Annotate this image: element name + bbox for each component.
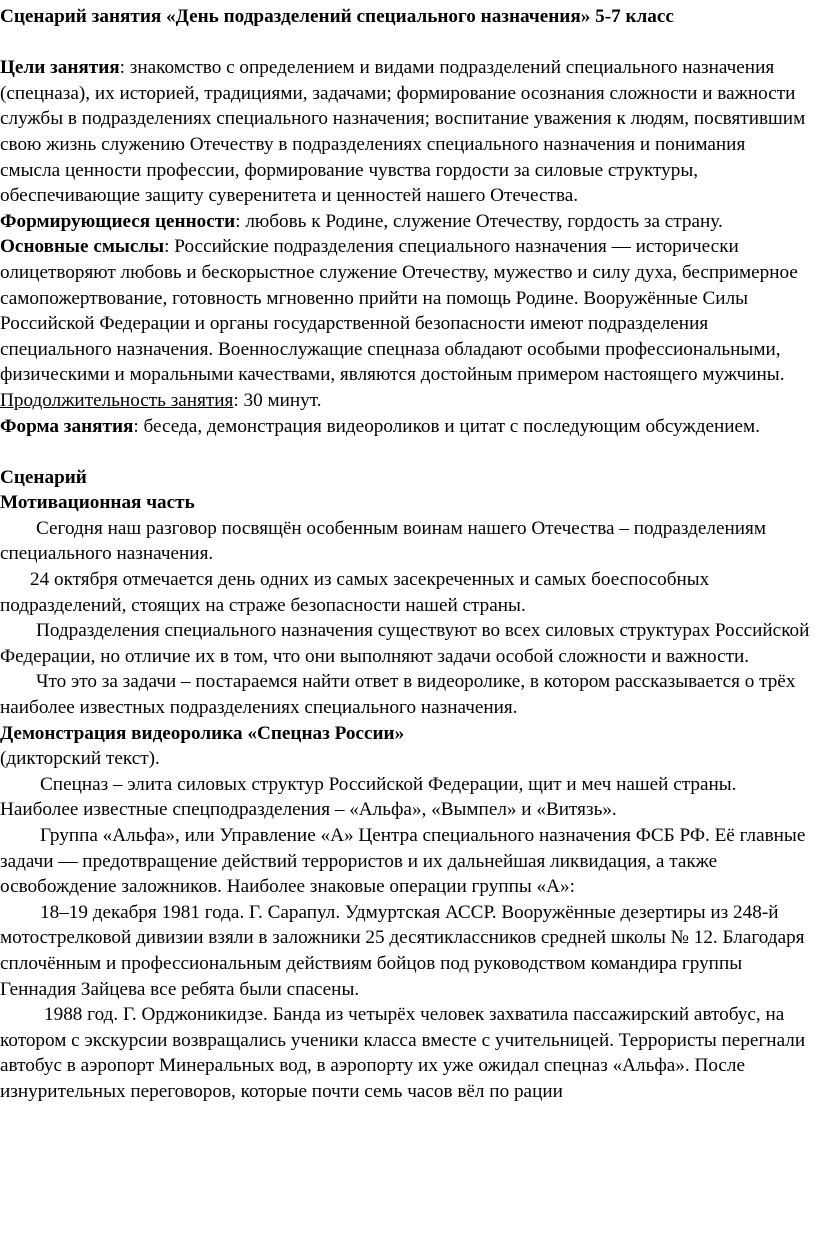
motivation-heading: Мотивационная часть	[0, 492, 195, 514]
duration-paragraph	[0, 388, 816, 414]
duration-text: : 30 минут.	[233, 389, 322, 411]
duration-label: Продолжительность занятия	[0, 389, 234, 411]
values-text: : любовь к Родине, служение Отечеству, гордость за страну.	[235, 210, 723, 232]
form-text: : беседа, демонстрация видеороликов и цитат с последующим обсуждением.	[133, 415, 760, 437]
form-paragraph	[0, 414, 816, 440]
scenario-heading: Сценарий	[0, 466, 87, 488]
spacer	[0, 30, 816, 56]
goals-text: : знакомство с определением и видами подразделений специального назначения (спецназа), их историей, традициями, задачами; формирование осознания сложности и важности службы в подразделениях специального назначения; воспитание уважения к людям, посвятившим свою жизнь служению Отечеству в подразделениях специального назначения и понимания смысла ценности профессии, формирование чувства гордости за силовые структуры, обеспечивающие защиту суверенитета и ценностей нашего Отечества.	[0, 57, 806, 207]
video-paragraph-3: 18–19 декабря 1981 года. Г. Сарапул. Удмуртская АССР. Вооружённые дезертиры из 248-й мотострелковой дивизии взяли в заложники 25 десятиклассников средней школы № 12. Благодаря сплочённым и профессиональным действиям бойцов под руководством командира группы Геннадия Зайцева все ребята были спасены.	[0, 901, 805, 1000]
video-paragraph-2: Группа «Альфа», или Управление «А» Центра специального назначения ФСБ РФ. Её главные задачи — предотвращение действий террористов и их дальнейшая ликвидация, а также освобождение заложников. Наиболее знаковые операции группы «А»:	[0, 825, 806, 898]
video-note: (дикторский текст).	[0, 748, 160, 770]
meanings-paragraph	[0, 234, 816, 388]
paragraph-1: Сегодня наш разговор посвящён особенным воинам нашего Отечества – подразделениям специального назначения.	[0, 517, 766, 565]
spacer	[0, 439, 816, 465]
meanings-text: : Российские подразделения специального назначения — исторически олицетворяют любовь и бескорыстное служение Отечеству, мужество и силу духа, беспримерное самопожертвование, готовность мгновенно прийти на помощь Родине. Вооружённые Силы Российской Федерации и органы государственной безопасности имеют подразделения специального назначения. Военнослужащие спецназа обладают особыми профессиональными, физическими и моральными качествами, являются достойным примером настоящего мужчины.	[0, 236, 798, 386]
goals-paragraph	[0, 55, 816, 209]
paragraph-4: Что это за задачи – постараемся найти ответ в видеоролике, в котором рассказывается о трёх наиболее известных подразделениях специального назначения.	[0, 671, 796, 719]
goals-label: Цели занятия	[0, 57, 120, 79]
meanings-label: Основные смыслы	[0, 236, 165, 258]
document-title: Сценарий занятия «День подразделений специального назначения» 5-7 класс	[0, 6, 674, 27]
paragraph-3: Подразделения специального назначения существуют во всех силовых структурах Российской Федерации, но отличие их в том, что они выполняют задачи особой сложности и важности.	[0, 620, 810, 667]
values-label: Формирующиеся ценности	[0, 210, 236, 232]
video-heading: Демонстрация видеоролика «Спецназ России»	[0, 722, 405, 744]
video-paragraph-1: Спецназ – элита силовых структур Российской Федерации, щит и меч нашей страны. Наиболее известные спецподразделения – «Альфа», «Вымпел» и «Витязь».	[0, 773, 737, 821]
video-paragraph-4: 1988 год. Г. Орджоникидзе. Банда из четырёх человек захватила пассажирский автобус, на котором с экскурсии возвращались ученики класса вместе с учительницей. Террористы перегнали автобус в аэропорт Минеральных вод, в аэропорту их уже ожидал спецназ «Альфа». После изнурительных переговоров, которые почти семь часов вёл по рации	[0, 1004, 806, 1102]
paragraph-2: 24 октября отмечается день одних из самых засекреченных и самых боеспособных подразделений, стоящих на страже безопасности нашей страны.	[0, 569, 710, 616]
form-label: Форма занятия	[0, 415, 134, 437]
values-paragraph	[0, 209, 816, 235]
